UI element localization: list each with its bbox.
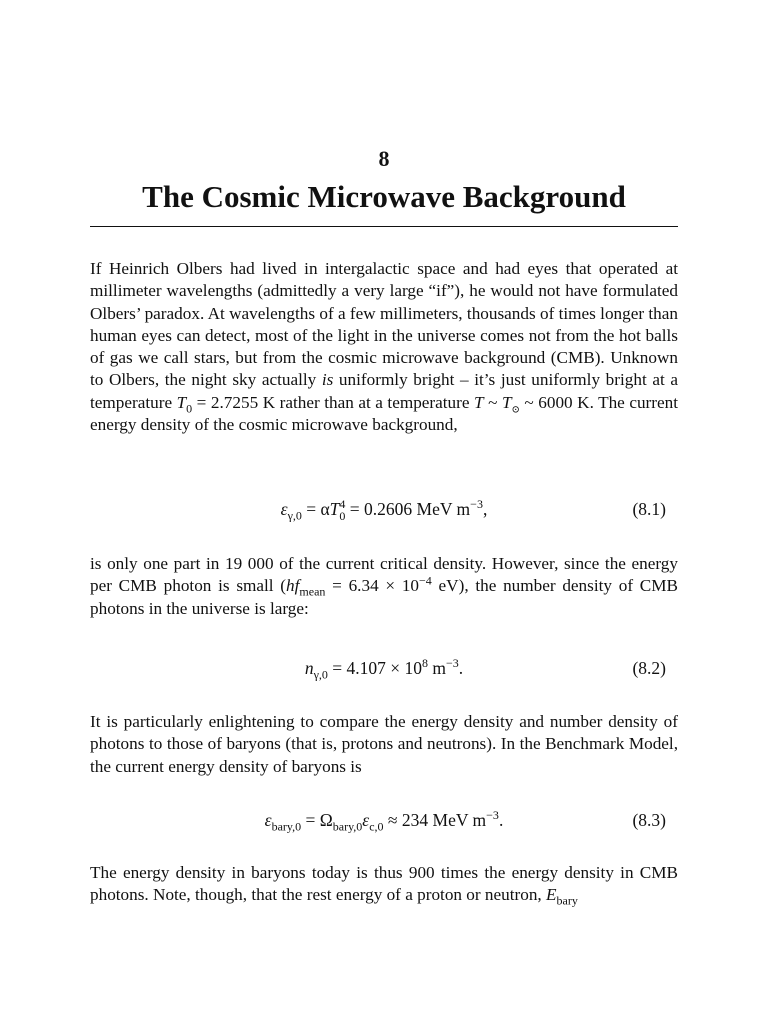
paragraph-critical-density: is only one part in 19 000 of the current critical density. However, since the energy per CMB photon is small ($hf_{mean} = 6.34 \times 10^{-4}$ eV), the number density of CMB photons in the universe is large: (90, 554, 678, 618)
equation-number: (8.2) (632, 658, 666, 678)
equation-number: (8.1) (632, 499, 666, 519)
title-rule (90, 226, 678, 227)
equation-8-2: $n_{\gamma,0} = 4.107 \times 10^8$ $m^{-3}$. (8.2) (90, 654, 678, 682)
equation-number: (8.3) (632, 810, 666, 830)
paragraph-energy-density: The energy density in baryons today is thus 900 times the energy density in CMB photons. Note, though, that the rest energy of a proton or neutron, $E_{bary}$ (90, 863, 678, 908)
paragraph-baryons: It is particularly enlightening to compare the energy density and number density of photons to those of baryons (that is, protons and neutrons). In the Benchmark Model, the current energy density of baryons is (90, 712, 678, 776)
equation-8-1: $\varepsilon_{\gamma,0} = \alpha T$ 4 0 = 0.2606 MeV $m^{-3}$, (8.1) (280, 496, 666, 523)
chapter-title: The Cosmic Microwave Background (142, 179, 626, 214)
equation-8-3: $\varepsilon_{bary,0} = \Omega_{bary,0}\varepsilon_{c,0} \approx 234$ MeV $m^{-3}$. (8.3) (90, 806, 678, 834)
paragraph-olbers: If Heinrich Olbers had lived in intergalactic space and had eyes that operated at millimeter wavelengths (admittedly a very large “if”), he would not have formulated Olbers’ paradox. At wavelengths of a few millimeters, thousands of times longer than human eyes can detect, most of the light in the universe comes not from the hot balls of gas we call stars, but from the cosmic microwave background (CMB). Unknown to Olbers, the night sky actually is uniformly bright – it’s just uniformly bright at a temperature $T_0 = 2.7255$ K rather than at a temperature T ~ $T_⊙$ ~ 6000 K. The current energy density of the cosmic microwave background, (90, 259, 678, 435)
chapter-number: 8 (378, 146, 390, 171)
